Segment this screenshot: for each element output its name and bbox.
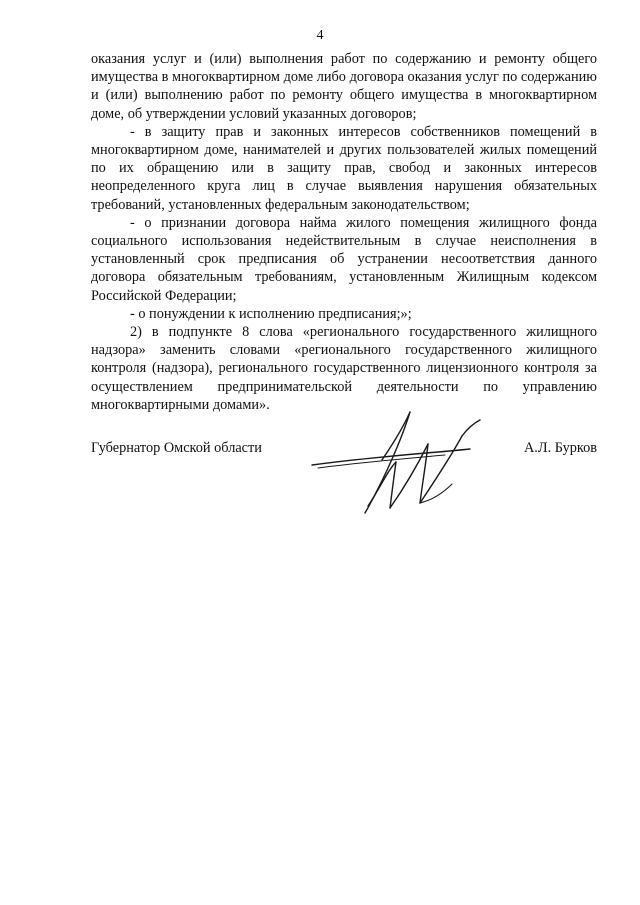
paragraph-5: 2) в подпункте 8 слова «регионального государственного жилищного надзора» заменить словами «регионального государственного жилищного контроля (надзора), регионального государственного лицензионного контроля за осуществлением предпринимательской деятельности по управлению многоквартирными домами». [91,324,597,413]
paragraph-2: - в защиту прав и законных интересов собственников помещений в многоквартирном доме, нанимателей и других пользователей жилых помещений по их обращению или в защиту прав, свобод и законных интересов неопределенного круга лиц в случае выявления нарушения обязательных требований, установленных федеральным законодательством; [91,123,597,213]
paragraph-1: оказания услуг и (или) выполнения работ по содержанию и ремонту общего имущества в многоквартирном доме либо договора оказания услуг по содержанию и (или) выполнению работ по ремонту общего имущества в многоквартирном доме, об утверждении условий указанных договоров; [91,51,597,122]
document-body [91,50,597,414]
signatory-position: Губернатор Омской области [91,440,262,456]
signatory-name: А.Л. Бурков [523,440,597,456]
paragraph-3: - о признании договора найма жилого помещения жилищного фонда социального использования недействительным в случае неисполнения в установленный срок предписания об устранении несоответствия данного договора обязательным требованиям, установленным Жилищным кодексом Российской Федерации; [91,214,597,304]
handwritten-signature [310,408,510,518]
paragraph-4: - о понуждении к исполнению предписания;»; [130,305,412,322]
page-number: 4 [316,28,324,43]
